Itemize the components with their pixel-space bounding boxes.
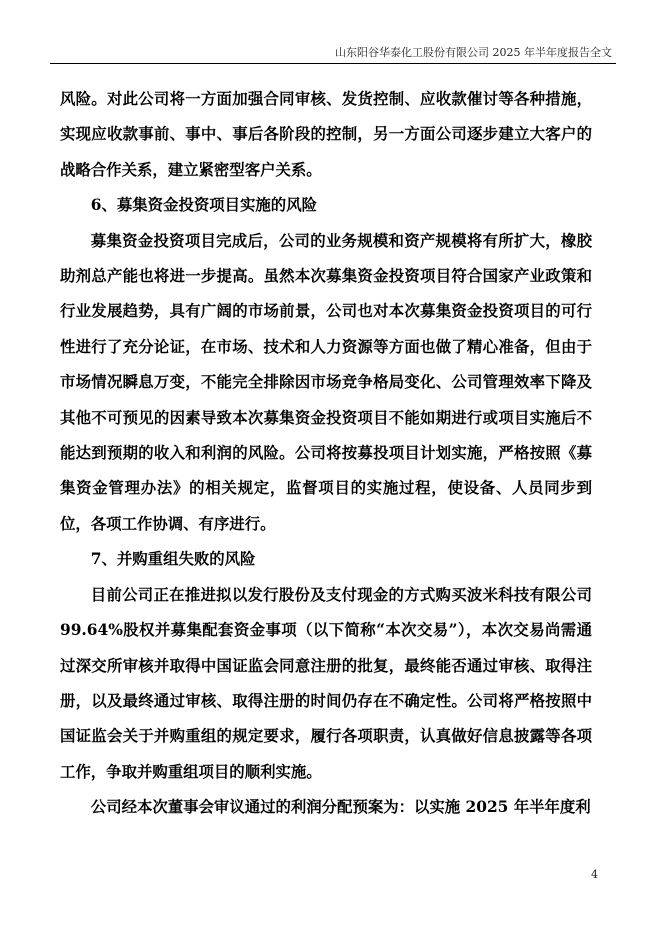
section-heading-6: 6、募集资金投资项目实施的风险: [90, 196, 317, 215]
paragraph-fundraising-project-risk: 募集资金投资项目完成后，公司的业务规模和资产规模将有所扩大，橡胶助剂总产能也将进一步提高。虽然本次募集资金投资项目符合国家产业政策和行业发展趋势，具有广阔的市场前景，公司也对本次募集资金投资项目的可行性进行了充分论证，在市场、技术和人力资源等方面也做了精心准备，但由于市场情况瞬息万变，不能完全排除因市场竞争格局变化、公司管理效率下降及其他不可预见的因素导致本次募集资金投资项目不能如期进行或项目实施后不能达到预期的收入和利润的风险。公司将按募投项目计划实施，严格按照《募集资金管理办法》的相关规定，监督项目的实施过程，使设备、人员同步到位，各项工作协调、有序进行。: [60, 231, 592, 533]
paragraph-profit-distribution: 公司经本次董事会审议通过的利润分配预案为：以实施 2025 年半年度利: [90, 798, 591, 817]
header-rule: [50, 63, 616, 64]
paragraph-merger-risk: 目前公司正在推进拟以发行股份及支付现金的方式购买波米科技有限公司 99.64%股权并募集配套资金事项（以下简称“本次交易”），本次交易尚需通过深交所审核并取得中国证监会同意注册的批复，最终能否通过审核、取得注册，以及最终通过审核、取得注册的时间仍存在不确定性。公司将严格按照中国证监会关于并购重组的规定要求，履行各项职责，认真做好信息披露等各项工作，争取并购重组项目的顺利实施。: [60, 585, 592, 781]
section-heading-7: 7、并购重组失败的风险: [90, 550, 256, 569]
paragraph-receivables-risk-continued: 风险。对此公司将一方面加强合同审核、发货控制、应收款催讨等各种措施，实现应收款事前、事中、事后各阶段的控制，另一方面公司逐步建立大客户的战略合作关系，建立紧密型客户关系。: [60, 90, 592, 179]
running-header: 山东阳谷华泰化工股份有限公司 2025 年半年度报告全文: [335, 46, 612, 59]
document-body: [60, 82, 592, 826]
page-number: 4: [591, 868, 598, 881]
